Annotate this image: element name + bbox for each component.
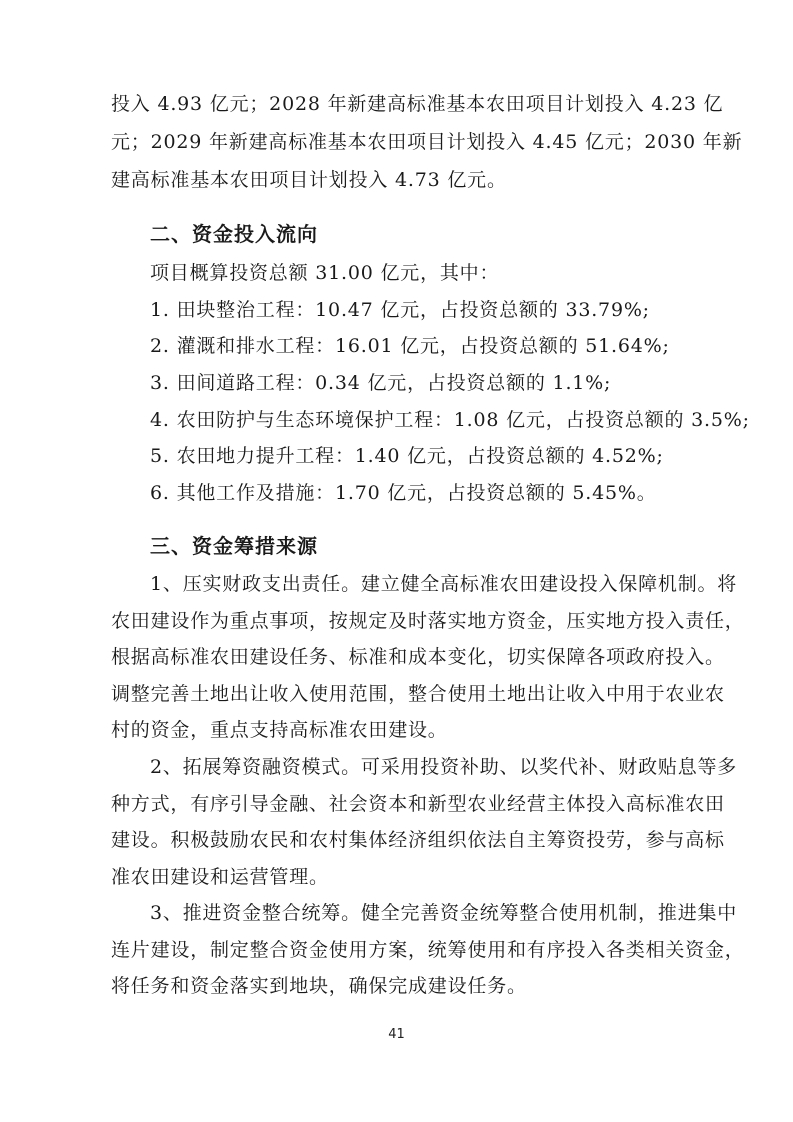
investment-item-4: 4. 农田防护与生态环境保护工程：1.08 亿元，占投资总额的 3.5%;	[150, 409, 750, 431]
section-2-lead: 项目概算投资总额 31.00 亿元，其中：	[150, 262, 500, 284]
intro-line-3: 建高标准基本农田项目计划投入 4.73 亿元。	[111, 169, 507, 191]
section-3-heading: 三、资金筹措来源	[150, 534, 318, 558]
funding-paragraph-2-line: 种方式，有序引导金融、社会资本和新型农业经营主体投入高标准农田	[111, 793, 725, 815]
funding-paragraph-3-line: 将任务和资金落实到地块，确保完成建设任务。	[111, 975, 527, 997]
investment-item-1: 1. 田块整治工程：10.47 亿元，占投资总额的 33.79%;	[150, 299, 650, 321]
funding-paragraph-3-line: 连片建设，制定整合资金使用方案，统筹使用和有序投入各类相关资金，	[111, 939, 745, 961]
investment-item-3: 3. 田间道路工程：0.34 亿元，占投资总额的 1.1%;	[150, 372, 612, 394]
intro-line-1: 投入 4.93 亿元；2028 年新建高标准基本农田项目计划投入 4.23 亿	[111, 93, 724, 115]
investment-item-6: 6. 其他工作及措施：1.70 亿元，占投资总额的 5.45%。	[150, 482, 657, 504]
funding-paragraph-1-line: 村的资金，重点支持高标准农田建设。	[111, 719, 448, 741]
page-number: 41	[388, 1027, 405, 1042]
funding-paragraph-2-line: 2、拓展筹资融资模式。可采用投资补助、以奖代补、财政贴息等多	[150, 756, 738, 778]
section-2-heading: 二、资金投入流向	[150, 222, 318, 246]
funding-paragraph-1-line: 调整完善土地出让收入使用范围，整合使用土地出让收入中用于农业农	[111, 683, 725, 705]
funding-paragraph-1-line: 1、压实财政支出责任。建立健全高标准农田建设投入保障机制。将	[150, 573, 738, 595]
intro-line-2: 元；2029 年新建高标准基本农田项目计划投入 4.45 亿元；2030 年新	[111, 131, 743, 153]
funding-paragraph-1-line: 根据高标准农田建设任务、标准和成本变化，切实保障各项政府投入。	[111, 646, 725, 668]
funding-paragraph-2-line: 准农田建设和运营管理。	[111, 866, 329, 888]
funding-paragraph-3-line: 3、推进资金整合统筹。健全完善资金统筹整合使用机制，推进集中	[150, 902, 738, 924]
investment-item-2: 2. 灌溉和排水工程：16.01 亿元，占投资总额的 51.64%;	[150, 335, 670, 357]
investment-item-5: 5. 农田地力提升工程：1.40 亿元，占投资总额的 4.52%;	[150, 445, 664, 467]
funding-paragraph-2-line: 建设。积极鼓励农民和农村集体经济组织依法自主筹资投劳，参与高标	[111, 829, 725, 851]
funding-paragraph-1-line: 农田建设作为重点事项，按规定及时落实地方资金，压实地方投入责任，	[111, 610, 745, 632]
